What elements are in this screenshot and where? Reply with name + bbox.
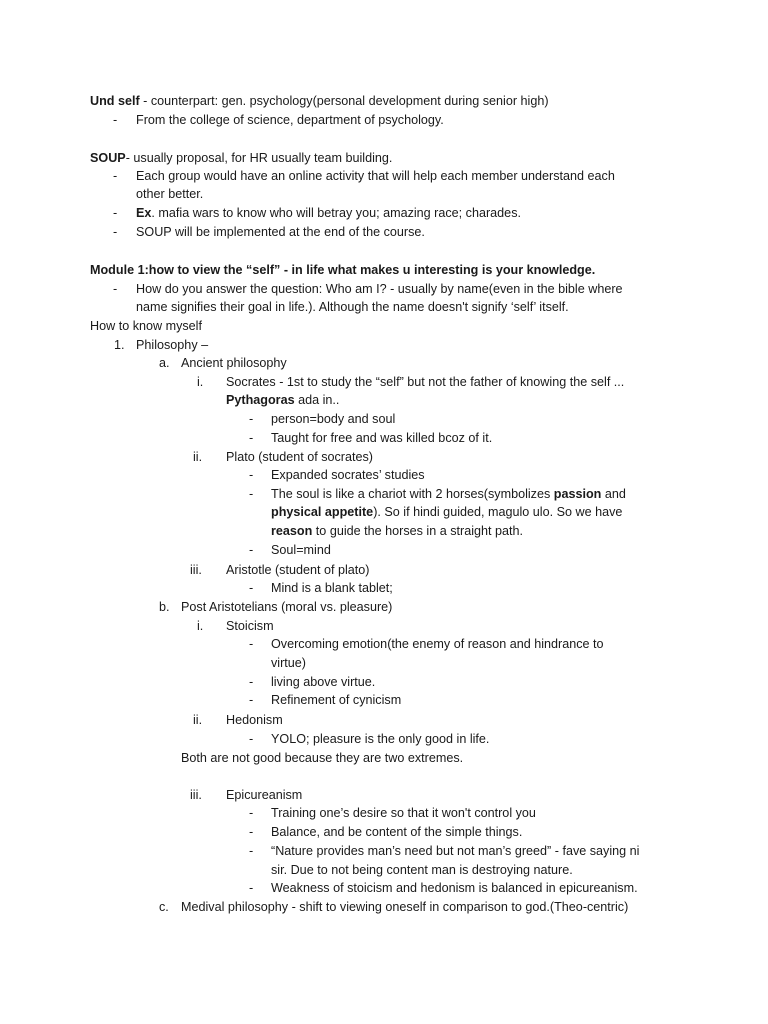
medival-philosophy: Medival philosophy - shift to viewing oneself in comparison to god.(Theo-centric)	[181, 900, 629, 914]
list-marker-iii: iii.	[190, 788, 202, 802]
bullet-dash: -	[113, 206, 118, 220]
module-1-bullet-line-1: How do you answer the question: Who am I? - usually by name(even in the bible where	[136, 282, 623, 296]
both-extremes-note: Both are not good because they are two extremes.	[181, 751, 464, 765]
bullet-dash: -	[249, 487, 254, 501]
aristotle-bullet-1: Mind is a blank tablet;	[271, 581, 393, 595]
stoicism-bullet-2: living above virtue.	[271, 675, 376, 689]
post-aristotelians-title: Post Aristotelians (moral vs. pleasure)	[181, 600, 393, 614]
soup-line	[90, 149, 392, 167]
bullet-dash: -	[249, 468, 254, 482]
epicureanism-bullet-1: Training one’s desire so that it won't control you	[271, 806, 536, 820]
ex-term: Ex	[136, 206, 152, 220]
bullet-dash: -	[249, 581, 254, 595]
plato-bullet-2-line-3	[271, 522, 523, 540]
bullet-dash: -	[249, 412, 254, 426]
plato-b2-text-d: to guide the horses in a straight path.	[312, 524, 524, 538]
passion-term: passion	[553, 487, 602, 501]
epicureanism-bullet-2: Balance, and be content of the simple things.	[271, 825, 523, 839]
list-marker-iii: iii.	[190, 563, 202, 577]
stoicism-bullet-1-line-1: Overcoming emotion(the enemy of reason and hindrance to	[271, 637, 604, 651]
bullet-dash: -	[113, 113, 118, 127]
soup-desc: - usually proposal, for HR usually team building.	[125, 151, 393, 165]
bullet-dash: -	[249, 881, 254, 895]
bullet-dash: -	[249, 732, 254, 746]
bullet-dash: -	[113, 169, 118, 183]
epicureanism-bullet-3-line-1: “Nature provides man’s need but not man’s greed” - fave saying ni	[271, 844, 640, 858]
bullet-dash: -	[249, 825, 254, 839]
epicureanism-title: Epicureanism	[226, 788, 303, 802]
bullet-dash: -	[249, 543, 254, 557]
list-marker-b: b.	[159, 600, 170, 614]
bullet-dash: -	[249, 806, 254, 820]
soup-bullet-3: SOUP will be implemented at the end of the course.	[136, 225, 425, 239]
module-1-bullet-line-2: name signifies their goal in life.). Although the name doesn't signify ‘self’ itself.	[136, 300, 569, 314]
plato-bullet-2-line-1	[271, 485, 626, 503]
epicureanism-bullet-3-line-2: sir. Due to not being content man is destroying nature.	[271, 863, 573, 877]
plato-bullet-2-line-2	[271, 503, 622, 521]
bullet-dash: -	[249, 693, 254, 707]
plato-b2-text-b: and	[601, 487, 626, 501]
socrates-line-1: Socrates - 1st to study the “self” but not the father of knowing the self ...	[226, 375, 625, 389]
soup-bullet-2	[136, 204, 521, 222]
und-self-term: Und self	[90, 94, 140, 108]
bullet-dash: -	[249, 637, 254, 651]
bullet-dash: -	[113, 282, 118, 296]
pythagoras-term: Pythagoras	[226, 393, 295, 407]
bullet-dash: -	[249, 844, 254, 858]
und-self-desc: - counterpart: gen. psychology(personal development during senior high)	[139, 94, 549, 108]
hedonism-title: Hedonism	[226, 713, 283, 727]
socrates-bullet-1: person=body and soul	[271, 412, 396, 426]
reason-term: reason	[271, 524, 313, 538]
list-marker-a: a.	[159, 356, 170, 370]
und-self-bullet: From the college of science, department of psychology.	[136, 113, 444, 127]
bullet-dash: -	[249, 675, 254, 689]
list-marker-i: i.	[197, 619, 204, 633]
bullet-dash: -	[113, 225, 118, 239]
und-self-line	[90, 92, 549, 110]
how-to-know-myself: How to know myself	[90, 319, 202, 333]
socrates-line-2-rest: ada in..	[294, 393, 340, 407]
philosophy-title: Philosophy –	[136, 338, 209, 352]
physical-appetite-term: physical appetite	[271, 505, 374, 519]
epicureanism-bullet-4: Weakness of stoicism and hedonism is balanced in epicureanism.	[271, 881, 638, 895]
socrates-line-2	[226, 391, 339, 409]
plato-bullet-1: Expanded socrates’ studies	[271, 468, 425, 482]
list-marker-ii: ii.	[193, 450, 203, 464]
socrates-bullet-2: Taught for free and was killed bcoz of it.	[271, 431, 493, 445]
stoicism-bullet-3: Refinement of cynicism	[271, 693, 402, 707]
stoicism-bullet-1-line-2: virtue)	[271, 656, 306, 670]
plato-bullet-3: Soul=mind	[271, 543, 331, 557]
plato-b2-text-c: ). So if hindi guided, magulo ulo. So we have	[373, 505, 623, 519]
soup-bullet-1-line-1: Each group would have an online activity that will help each member understand each	[136, 169, 615, 183]
stoicism-title: Stoicism	[226, 619, 274, 633]
list-marker-i: i.	[197, 375, 204, 389]
ex-text: . mafia wars to know who will betray you; amazing race; charades.	[151, 206, 521, 220]
plato-b2-text-a: The soul is like a chariot with 2 horses(symbolizes	[271, 487, 554, 501]
soup-bullet-1-line-2: other better.	[136, 187, 204, 201]
list-marker-1: 1.	[114, 338, 125, 352]
module-1-heading: Module 1:how to view the “self” - in life what makes u interesting is your knowledge.	[90, 263, 596, 277]
plato-title: Plato (student of socrates)	[226, 450, 373, 464]
list-marker-ii: ii.	[193, 713, 203, 727]
aristotle-title: Aristotle (student of plato)	[226, 563, 370, 577]
ancient-philosophy: Ancient philosophy	[181, 356, 287, 370]
bullet-dash: -	[249, 431, 254, 445]
soup-term: SOUP	[90, 151, 126, 165]
list-marker-c: c.	[159, 900, 169, 914]
hedonism-bullet-1: YOLO; pleasure is the only good in life.	[271, 732, 490, 746]
